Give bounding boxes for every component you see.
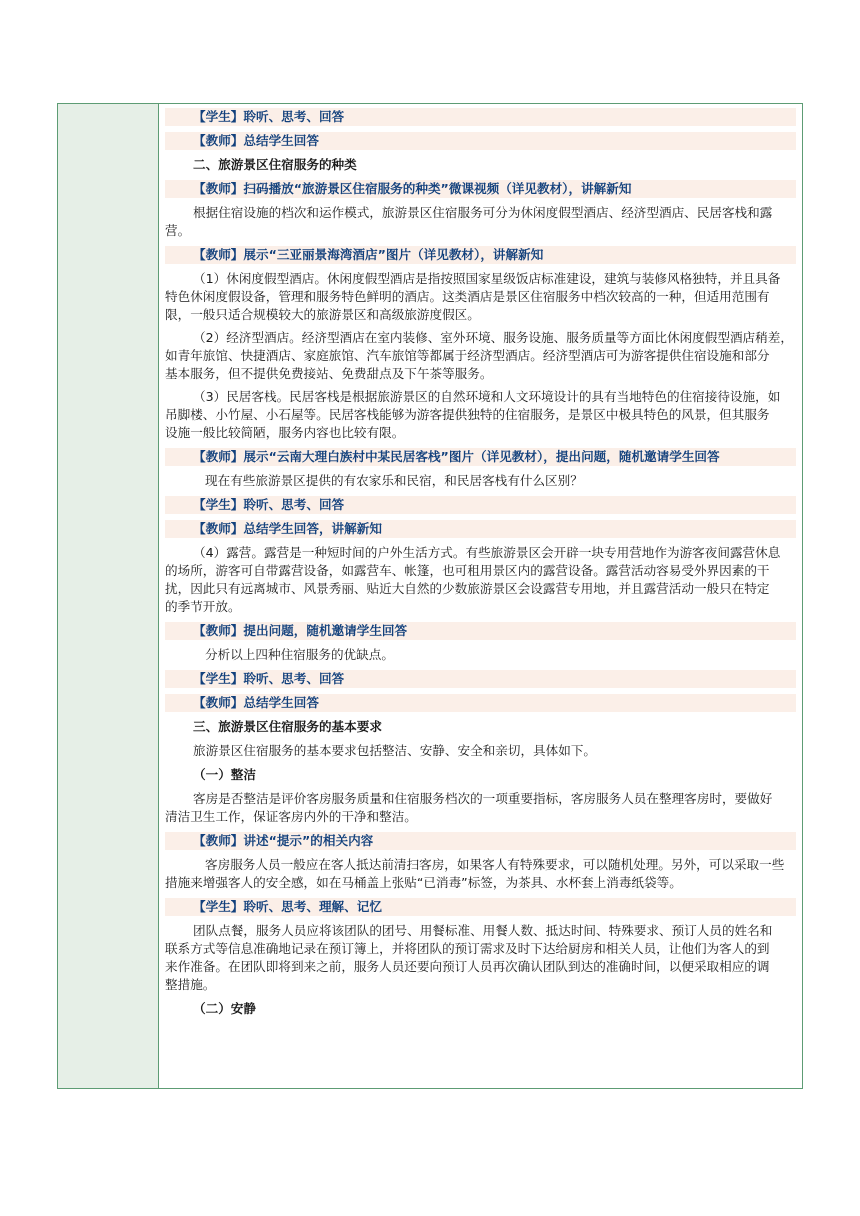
dialogue-line: 【学生】聆听、思考、回答	[165, 108, 796, 126]
paragraph-line: 团队点餐，服务人员应将该团队的团号、用餐标准、用餐人数、抵达时间、特殊要求、预订人员的姓名和	[193, 923, 773, 938]
question-line: 分析以上四种住宿服务的优缺点。	[205, 647, 394, 662]
dialogue-line: 【教师】总结学生回答	[165, 694, 796, 712]
paragraph-line: 吊脚楼、小竹屋、小石屋等。民居客栈能够为游客提供独特的住宿服务，是景区中极具特色的风景，但其服务	[165, 407, 770, 422]
dialogue-line: 【教师】总结学生回答，讲解新知	[165, 520, 796, 538]
paragraph-line: 根据住宿设施的档次和运作模式，旅游景区住宿服务可分为休闲度假型酒店、经济型酒店、民居客栈和露	[193, 205, 773, 220]
dialogue-line: 【教师】总结学生回答	[165, 132, 796, 150]
paragraph-line: （3）民居客栈。民居客栈是根据旅游景区的自然环境和人文环境设计的具有当地特色的住宿接待设施，如	[193, 389, 781, 404]
paragraph-line: 客房是否整洁是评价客房服务质量和住宿服务档次的一项重要指标，客房服务人员在整理客房时，要做好	[193, 791, 773, 806]
paragraph-line: （1）休闲度假型酒店。休闲度假型酒店是指按照国家星级饭店标准建设，建筑与装修风格独特，并且具备	[193, 271, 781, 286]
section-heading: 三、旅游景区住宿服务的基本要求	[193, 719, 382, 734]
paragraph-line: 来作准备。在团队即将到来之前，服务人员还要向预订人员再次确认团队到达的准确时间，以便采取相应的调	[165, 959, 770, 974]
paragraph-line: 设施一般比较简陋，服务内容也比较有限。	[165, 425, 405, 440]
paragraph-line: 的季节开放。	[165, 599, 241, 614]
dialogue-line: 【教师】展示“三亚丽景海湾酒店”图片（详见教材），讲解新知	[165, 246, 796, 264]
dialogue-line: 【教师】展示“云南大理白族村中某民居客栈”图片（详见教材），提出问题，随机邀请学生回答	[165, 448, 796, 466]
paragraph-line: 措施来增强客人的安全感，如在马桶盖上张贴“已消毒”标签，为茶具、水杯套上消毒纸袋等。	[165, 875, 682, 890]
left-label-column	[58, 104, 159, 1088]
paragraph-line: 如青年旅馆、快捷酒店、家庭旅馆、汽车旅馆等都属于经济型酒店。经济型酒店可为游客提供住宿设施和部分	[165, 348, 770, 363]
paragraph-line: （2）经济型酒店。经济型酒店在室内装修、室外环境、服务设施、服务质量等方面比休闲度假型酒店稍差，	[193, 330, 793, 345]
paragraph-line: 的场所，游客可自带露营设备，如露营车、帐篷，也可租用景区内的露营设备。露营活动容易受外界因素的干	[165, 563, 770, 578]
dialogue-line: 【学生】聆听、思考、理解、记忆	[165, 898, 796, 916]
dialogue-line: 【学生】聆听、思考、回答	[165, 670, 796, 688]
paragraph-line: 扰，因此只有远离城市、风景秀丽、贴近大自然的少数旅游景区会设露营专用地，并且露营活动一般只在特定	[165, 581, 770, 596]
content-column	[159, 104, 802, 1088]
dialogue-line: 【教师】扫码播放“旅游景区住宿服务的种类”微课视频（详见教材），讲解新知	[165, 180, 796, 198]
dialogue-line: 【学生】聆听、思考、回答	[165, 496, 796, 514]
paragraph-line: 客房服务人员一般应在客人抵达前清扫客房，如果客人有特殊要求，可以随机处理。另外，可以采取一些	[205, 857, 785, 872]
paragraph-line: 限，一般只适合规模较大的旅游景区和高级旅游度假区。	[165, 307, 480, 322]
paragraph-line: 旅游景区住宿服务的基本要求包括整洁、安静、安全和亲切，具体如下。	[193, 743, 596, 758]
paragraph-line: 联系方式等信息准确地记录在预订簿上，并将团队的预订需求及时下达给厨房和相关人员，让他们为客人的到	[165, 941, 770, 956]
question-line: 现在有些旅游景区提供的有农家乐和民宿，和民居客栈有什么区别？	[205, 473, 583, 488]
dialogue-line: 【教师】讲述“提示”的相关内容	[165, 832, 796, 850]
dialogue-line: 【教师】提出问题，随机邀请学生回答	[165, 622, 796, 640]
paragraph-line: 基本服务，但不提供免费接站、免费甜点及下午茶等服务。	[165, 366, 493, 381]
paragraph-line: 特色休闲度假设备，管理和服务特色鲜明的酒店。这类酒店是景区住宿服务中档次较高的一种，但适用范围有	[165, 289, 770, 304]
paragraph-line: 营。	[165, 223, 191, 238]
paragraph-line: （4）露营。露营是一种短时间的户外生活方式。有些旅游景区会开辟一块专用营地作为游客夜间露营休息	[193, 545, 781, 560]
lesson-table	[57, 103, 803, 1089]
paragraph-line: 整措施。	[165, 977, 216, 992]
subsection-heading: （一）整洁	[193, 767, 256, 782]
subsection-heading: （二）安静	[193, 1001, 256, 1016]
section-heading: 二、旅游景区住宿服务的种类	[193, 157, 357, 172]
paragraph-line: 清洁卫生工作，保证客房内外的干净和整洁。	[165, 809, 417, 824]
